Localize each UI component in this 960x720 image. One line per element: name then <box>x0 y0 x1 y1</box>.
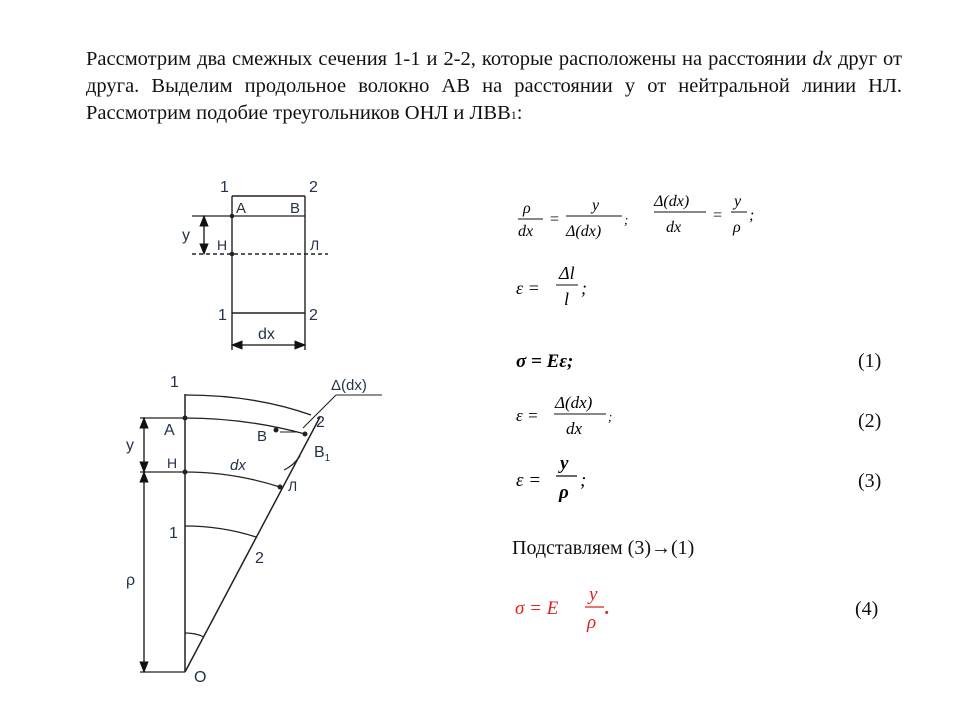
intro-end: : <box>516 102 523 124</box>
top-label-2-top: 2 <box>309 179 318 196</box>
eq-c-den: l <box>564 289 570 309</box>
eq-c-sep: ; <box>581 278 587 298</box>
eq-b-eq: = <box>712 207 723 224</box>
eq-c-lhs: ε = <box>516 278 540 298</box>
eq-1-number: (1) <box>858 350 882 372</box>
eq-b-rhs-den: ρ <box>733 219 741 236</box>
eq-2-num: Δ(dx) <box>555 393 593 412</box>
eq-2-number: (2) <box>858 410 882 432</box>
equation-4 <box>515 584 610 633</box>
top-label-1-bottom: 1 <box>218 307 227 324</box>
eq-3-lhs: ε = <box>516 470 542 491</box>
equation-a <box>518 197 628 240</box>
bent-label-1-top: 1 <box>170 374 179 391</box>
bent-label-L: Л <box>288 478 298 494</box>
bent-label-O: O <box>194 669 207 686</box>
eq-a-rhs-den: Δ(dx) <box>566 223 602 240</box>
bent-label-dx: dx <box>230 457 246 474</box>
equation-2 <box>516 393 612 438</box>
bent-label-A: А <box>164 422 175 439</box>
top-label-dx: dx <box>258 326 275 343</box>
eq-3-den: ρ <box>559 482 569 503</box>
eq-3-number: (3) <box>858 470 882 492</box>
eq-c-num: Δl <box>559 263 575 283</box>
bent-beam-diagram <box>126 374 382 686</box>
eq-2-lhs: ε = <box>516 406 539 425</box>
bent-label-B1-sub: 1 <box>324 453 331 464</box>
top-label-H: Н <box>217 237 228 253</box>
eq-2-sep: ; <box>608 409 613 424</box>
top-label-y: y <box>182 227 190 244</box>
eq-a-eq: = <box>549 211 560 228</box>
eq-b-rhs-num: y <box>734 193 742 210</box>
eq-b-lhs-num: Δ(dx) <box>654 193 690 210</box>
bent-label-2-top: 2 <box>316 414 325 431</box>
eq-3-num: y <box>560 453 569 474</box>
eq-4-num: y <box>589 584 598 605</box>
eq-b-lhs-den: dx <box>666 219 682 236</box>
eq-4-number: (4) <box>855 598 879 620</box>
top-label-A: А <box>236 200 247 217</box>
substitution-text: Подставляем (3)→(1) <box>512 537 695 559</box>
bent-label-1: 1 <box>169 525 178 542</box>
eq-a-sep: ; <box>624 212 629 227</box>
equation-3 <box>516 453 586 503</box>
top-label-B: В <box>290 200 301 217</box>
intro-text-1: Рассмотрим два смежных сечения 1-1 и 2-2, которые расположены на расстоянии <box>86 48 813 70</box>
eq-4-sep: . <box>605 598 610 619</box>
intro-dx: dx <box>812 48 832 70</box>
eq-4-lhs: σ = E <box>515 598 559 619</box>
straight-beam-diagram <box>182 179 328 350</box>
equation-b <box>653 193 754 236</box>
eq-a-rhs-num: y <box>592 197 600 214</box>
eq-3-sep: ; <box>580 470 587 491</box>
bent-label-B: В <box>257 428 268 445</box>
equation-c <box>516 263 587 309</box>
top-label-2-bottom: 2 <box>309 307 318 324</box>
eq-a-lhs-num: ρ <box>523 200 531 217</box>
bent-label-H: Н <box>167 455 178 471</box>
bent-label-B1-main: B <box>314 444 325 461</box>
top-label-L: Л <box>310 237 320 253</box>
bent-label-delta-dx: Δ(dx) <box>331 377 367 394</box>
eq-b-sep: ; <box>749 207 755 224</box>
bent-label-rho: ρ <box>126 572 136 589</box>
intro-text-2: друг от друга. Выделим продольное волокно АВ на расстоянии y от нейтральной линии НЛ. Рассмотрим подобие треугольников ОНЛ и ЛВВ <box>86 48 903 124</box>
bent-label-2: 2 <box>255 550 264 567</box>
bent-label-y: y <box>126 437 134 454</box>
intro-subscript: 1 <box>510 108 517 122</box>
eq-2-den: dx <box>566 419 583 438</box>
eq-a-lhs-den: dx <box>518 223 534 240</box>
top-label-1-top: 1 <box>220 179 229 196</box>
eq-4-den: ρ <box>587 612 597 633</box>
bent-label-B1 <box>314 444 331 464</box>
equation-1: σ = Eε; <box>516 351 574 372</box>
